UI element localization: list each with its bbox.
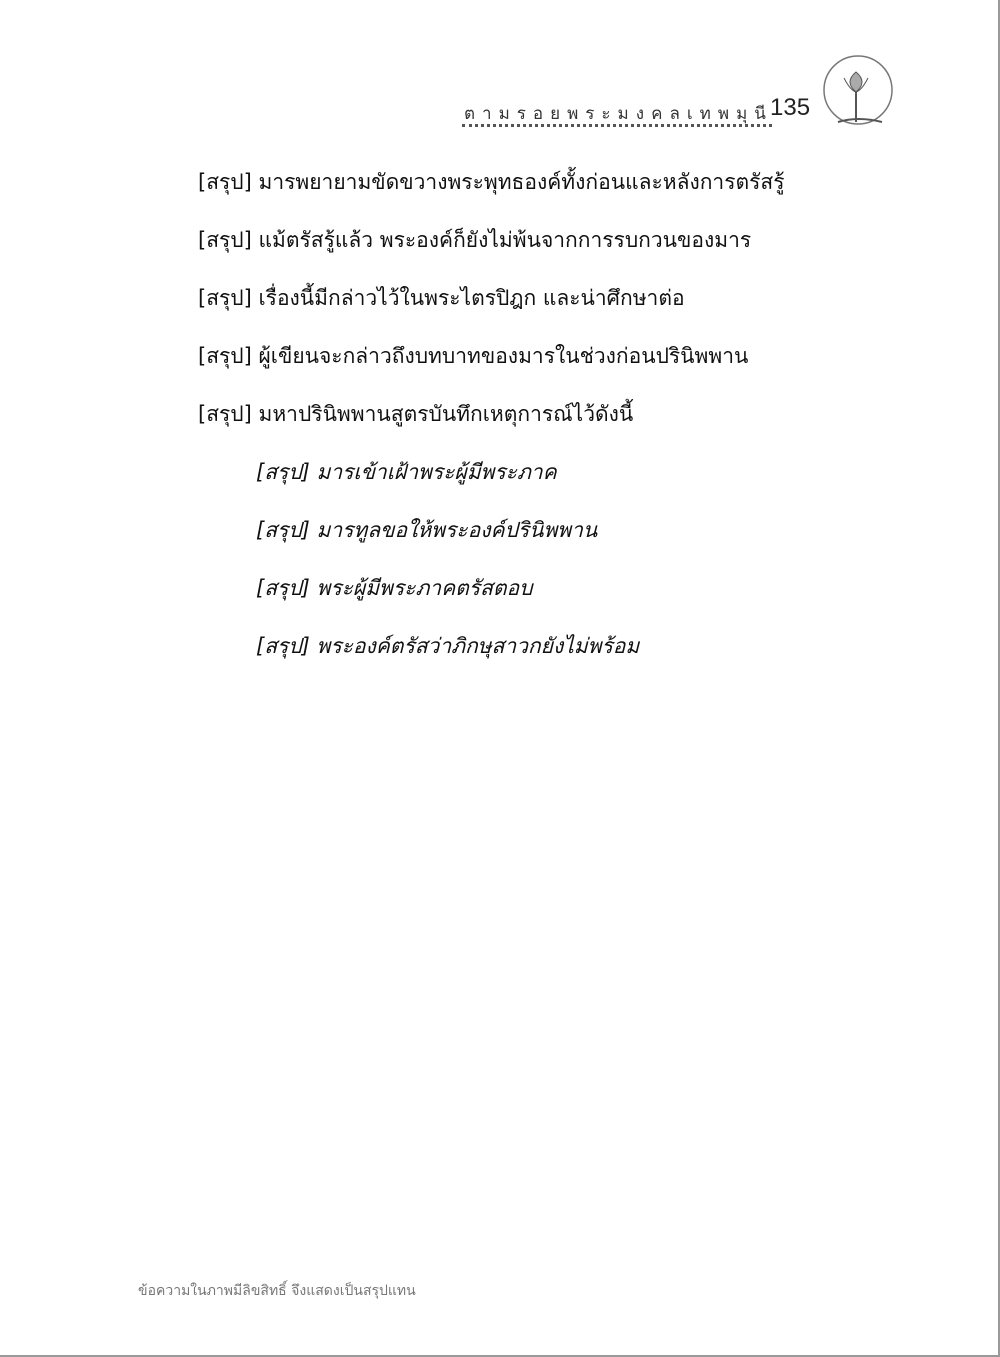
body-text [138,160,894,682]
header-title: ตามรอยพระมงคลเทพมุนี [464,104,773,124]
quote-1: [สรุป] มารเข้าเฝ้าพระผู้มีพระภาค [256,460,557,484]
header-dotted-rule [462,124,772,127]
quote-4: [สรุป] พระองค์ตรัสว่าภิกษุสาวกยังไม่พร้อม [256,634,640,658]
running-header [440,92,840,136]
paragraph-3: [สรุป] เรื่องนี้มีกล่าวไว้ในพระไตรปิฎก และน่าศึกษาต่อ [198,286,685,310]
paragraph-2: [สรุป] แม้ตรัสรู้แล้ว พระองค์ก็ยังไม่พ้นจากการรบกวนของมาร [198,228,752,252]
quote-2: [สรุป] มารทูลขอให้พระองค์ปรินิพพาน [256,518,598,542]
paragraph-5: [สรุป] มหาปรินิพพานสูตรบันทึกเหตุการณ์ไว้ดังนี้ [198,402,634,426]
page-number: 135 [770,94,811,121]
paragraph-1: [สรุป] มารพยายามขัดขวางพระพุทธองค์ทั้งก่อนและหลังการตรัสรู้ [198,170,785,194]
copyright-note: ข้อความในภาพมีลิขสิทธิ์ จึงแสดงเป็นสรุปแทน [138,1283,416,1299]
paragraph-4: [สรุป] ผู้เขียนจะกล่าวถึงบทบาทของมารในช่วงก่อนปรินิพพาน [198,344,749,368]
lotus-emblem-icon [820,52,898,134]
quote-3: [สรุป] พระผู้มีพระภาคตรัสตอบ [256,576,533,600]
